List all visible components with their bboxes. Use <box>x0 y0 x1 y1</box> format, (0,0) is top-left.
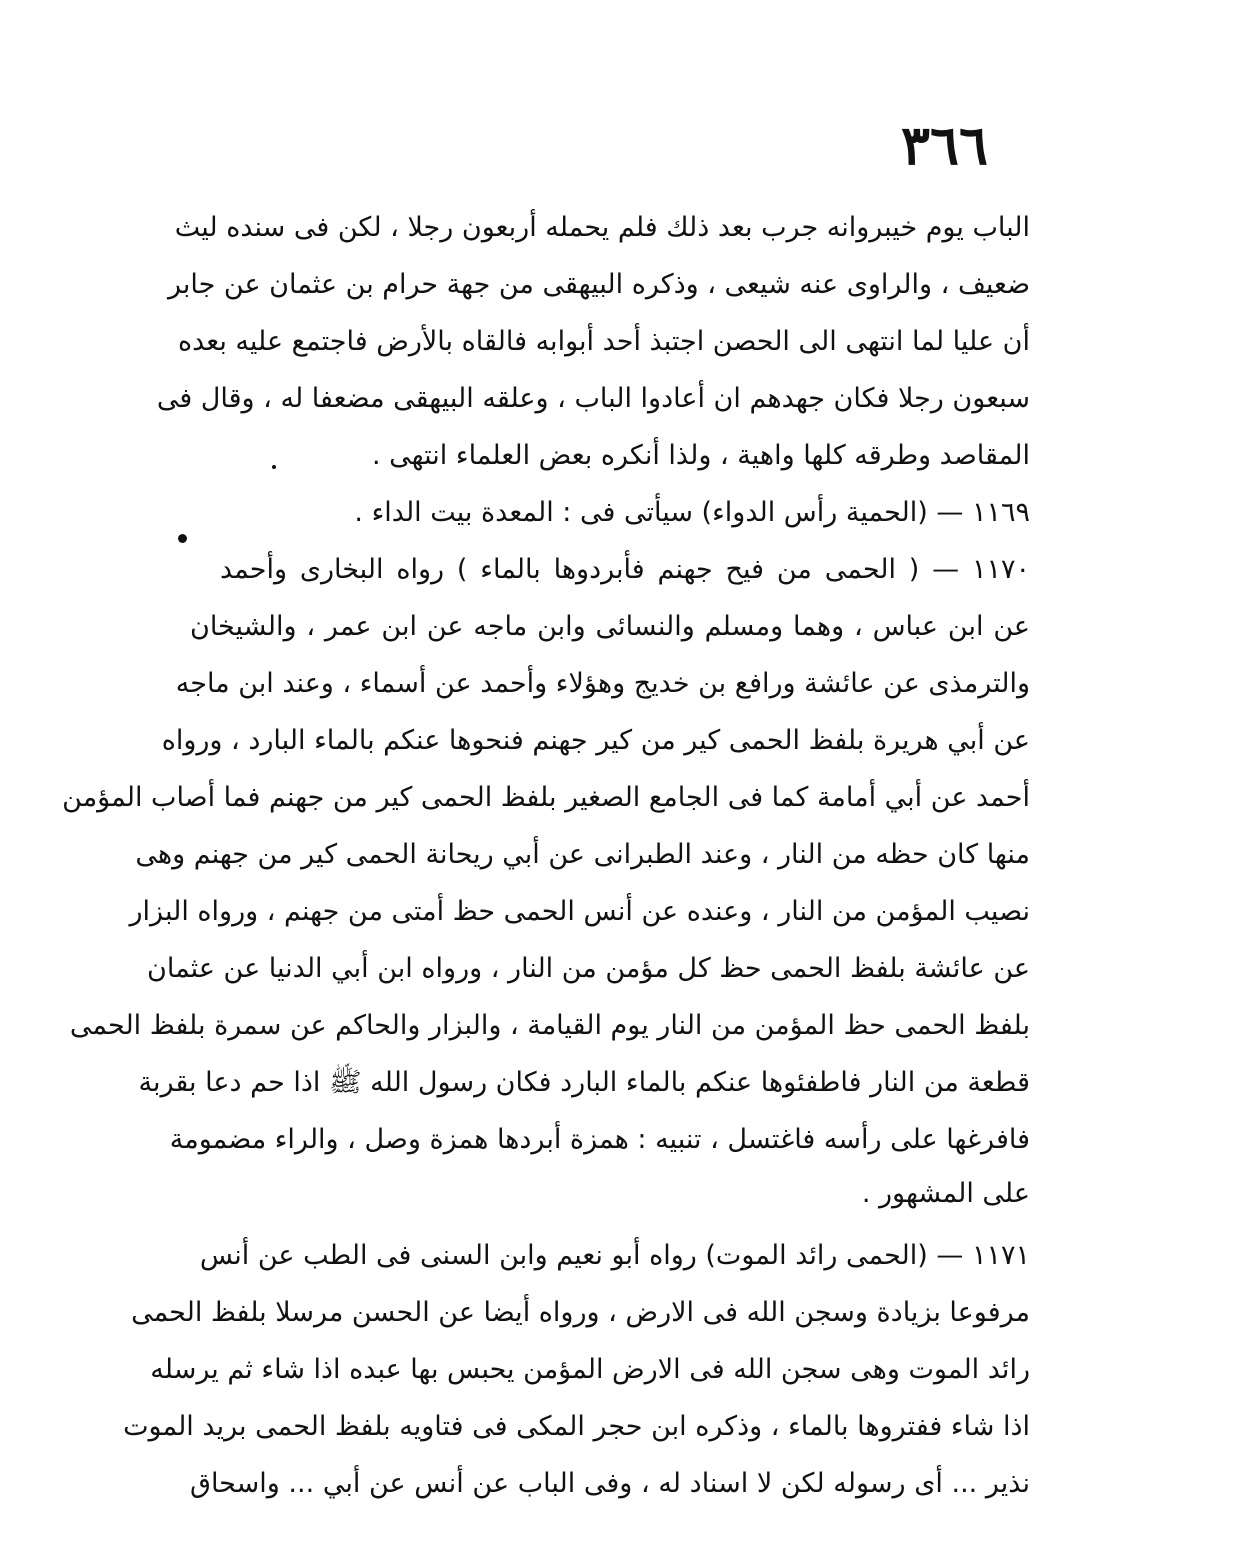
text-line: منها كان حظه من النار ، وعند الطبرانى عن أبي ريحانة الحمى كير من جهنم وهى <box>135 839 1030 870</box>
text-line: أن عليا لما انتهى الى الحصن اجتبذ أحد أبوابه فالقاه بالأرض فاجتمع عليه بعده <box>177 326 1030 357</box>
text-line: ضعيف ، والراوى عنه شيعى ، وذكره البيهقى من جهة حرام بن عثمان عن جابر <box>167 269 1030 300</box>
text-line: على المشهور . <box>861 1178 1030 1209</box>
text-line: الباب يوم خيبروانه جرب بعد ذلك فلم يحمله أربعون رجلا ، لكن فى سنده ليث <box>174 212 1030 243</box>
text-line: مرفوعا بزيادة وسجن الله فى الارض ، ورواه أيضا عن الحسن مرسلا بلفظ الحمى <box>131 1297 1030 1328</box>
page-number: ٣٦٦ <box>900 113 988 177</box>
text-line: أحمد عن أبي أمامة كما فى الجامع الصغير بلفظ الحمى كير من جهنم فما أصاب المؤمن <box>62 782 1030 813</box>
text-line: عن عائشة بلفظ الحمى حظ كل مؤمن من النار ، ورواه ابن أبي الدنيا عن عثمان <box>147 953 1030 984</box>
text-line: قطعة من النار فاطفئوها عنكم بالماء البارد فكان رسول الله ﷺ اذا حم دعا بقربة <box>138 1067 1030 1098</box>
text-line: فافرغها على رأسه فاغتسل ، تنبيه : همزة أبردها همزة وصل ، والراء مضمومة <box>169 1124 1030 1155</box>
text-line: عن ابن عباس ، وهما ومسلم والنسائى وابن ماجه عن ابن عمر ، والشيخان <box>190 611 1030 642</box>
text-line: نذير ... أى رسوله لكن لا اسناد له ، وفى الباب عن أنس عن أبي ... واسحاق <box>190 1468 1030 1499</box>
text-line: والترمذى عن عائشة ورافع بن خديج وهؤلاء وأحمد عن أسماء ، وعند ابن ماجه <box>175 668 1030 699</box>
ink-speck <box>272 465 276 469</box>
text-line: نصيب المؤمن من النار ، وعنده عن أنس الحمى حظ أمتى من جهنم ، ورواه البزار <box>129 896 1030 927</box>
text-line: سبعون رجلا فكان جهدهم ان أعادوا الباب ، وعلقه البيهقى مضعفا له ، وقال فى <box>156 383 1030 414</box>
text-line: بلفظ الحمى حظ المؤمن من النار يوم القيامة ، والبزار والحاكم عن سمرة بلفظ الحمى <box>69 1010 1030 1041</box>
text-line: عن أبي هريرة بلفظ الحمى كير من كير جهنم فنحوها عنكم بالماء البارد ، ورواه <box>161 725 1030 756</box>
entry-1169: ١١٦٩ — (الحمية رأس الدواء) سيأتى فى : المعدة بيت الداء . <box>354 497 1030 528</box>
margin-dot <box>178 534 187 543</box>
text-line: المقاصد وطرقه كلها واهية ، ولذا أنكره بعض العلماء انتهى . <box>372 440 1030 471</box>
entry-1170: ١١٧٠ — ( الحمى من فيح جهنم فأبردوها بالماء ) رواه البخارى وأحمد <box>220 554 1030 585</box>
entry-1171: ١١٧١ — (الحمى رائد الموت) رواه أبو نعيم وابن السنى فى الطب عن أنس <box>199 1240 1030 1271</box>
text-line: رائد الموت وهى سجن الله فى الارض المؤمن يحبس بها عبده اذا شاء ثم يرسله <box>150 1354 1030 1385</box>
text-line: اذا شاء ففتروها بالماء ، وذكره ابن حجر المكى فى فتاويه بلفظ الحمى بريد الموت <box>123 1411 1030 1442</box>
